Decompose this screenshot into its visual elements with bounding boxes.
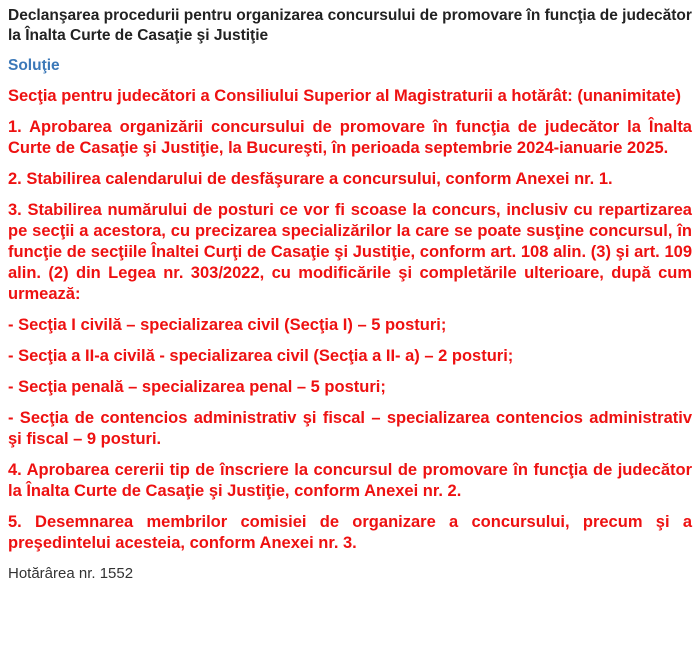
document-title: Declanşarea procedurii pentru organizarea concursului de promovare în funcţia de judecător la Înalta Curte de Casaţie şi Justiţie [8,7,692,44]
decision-item-1: 1. Aprobarea organizării concursului de promovare în funcţia de judecător la Înalta Curte de Casaţie şi Justiţie, la Bucureşti, în perioada septembrie 2024-ianuarie 2025. [8,118,692,157]
solution-label: Soluţie [8,57,60,74]
decision-item-3: 3. Stabilirea numărului de posturi ce vor fi scoase la concurs, inclusiv cu repartizarea pe secţii a acestora, cu precizarea specializărilor la care se poate susţine concursul, în funcţie de secţiile Înaltei Curţi de Casaţie şi Justiţie, conform art. 108 alin. (3) şi art. 109 alin. (2) din Legea nr. 303/2022, cu modificările şi completările ulterioare, după cum urmează: [8,201,692,303]
section-allocation-4: - Secţia de contencios administrativ şi fiscal – specializarea contencios administrativ şi fiscal – 9 posturi. [8,409,692,448]
decision-intro: Secţia pentru judecători a Consiliului Superior al Magistraturii a hotărât: (unanimitate) [8,87,681,105]
decision-item-4: 4. Aprobarea cererii tip de înscriere la concursul de promovare în funcţia de judecător la Înalta Curte de Casaţie şi Justiţie, conform Anexei nr. 2. [8,461,692,500]
section-allocation-2: - Secţia a II-a civilă - specializarea civil (Secţia a II- a) – 2 posturi; [8,347,514,365]
decision-item-2: 2. Stabilirea calendarului de desfăşurare a concursului, conform Anexei nr. 1. [8,170,613,188]
decision-number: Hotărârea nr. 1552 [8,565,134,582]
section-allocation-1: - Secţia I civilă – specializarea civil (Secţia I) – 5 posturi; [8,316,447,334]
decision-item-5: 5. Desemnarea membrilor comisiei de organizare a concursului, precum şi a preşedintelui acesteia, conform Anexei nr. 3. [8,513,692,552]
section-allocation-3: - Secţia penală – specializarea penal – 5 posturi; [8,378,386,396]
